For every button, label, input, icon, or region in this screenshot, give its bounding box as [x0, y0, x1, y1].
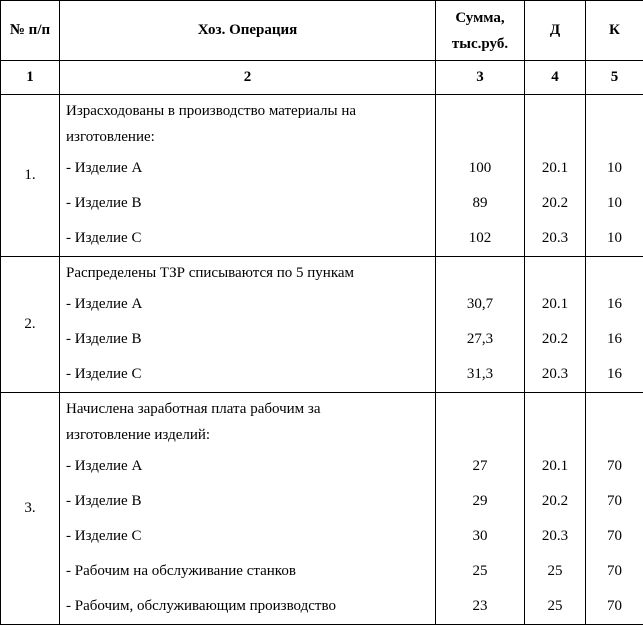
- debit-value: 20.3: [541, 230, 569, 246]
- amount-value: 30: [472, 528, 488, 544]
- debit-value: 20.2: [541, 493, 569, 509]
- header-row: [1, 1, 643, 61]
- credit-cell: [586, 257, 643, 393]
- spacer: [586, 393, 643, 449]
- amount-cell: [436, 393, 525, 625]
- spacer: [525, 257, 585, 287]
- credit-value: 70: [607, 598, 622, 614]
- debit-value: 20.3: [541, 528, 569, 544]
- credit-value: 70: [607, 528, 622, 544]
- amount-value: 27,3: [466, 331, 494, 347]
- operation-title-line: Израсходованы в производство материалы на: [66, 103, 357, 119]
- header-amount: [436, 1, 525, 61]
- debit-value: 20.2: [541, 195, 569, 211]
- spacer: [525, 393, 585, 449]
- spacer: [525, 95, 585, 151]
- debit-value: 20.2: [541, 331, 569, 347]
- credit-value: 70: [607, 493, 622, 509]
- operation-item-label: - Изделие С: [66, 230, 142, 246]
- debit-value: 25: [547, 563, 563, 579]
- credit-value: 70: [607, 458, 622, 474]
- amount-value: 89: [472, 195, 488, 211]
- spacer: [436, 393, 524, 449]
- operation-title-line: изготовление изделий:: [66, 427, 211, 443]
- operation-item-label: - Изделие А: [66, 296, 143, 312]
- debit-value: 20.1: [541, 296, 569, 312]
- operation-item-label: - Рабочим, обслуживающим производство: [66, 598, 336, 614]
- operation-description: [60, 95, 436, 257]
- operation-group-row: [1, 257, 643, 393]
- operation-number: 2.: [1, 257, 60, 393]
- debit-value: 20.1: [541, 160, 569, 176]
- debit-value: 20.1: [541, 458, 569, 474]
- credit-cell: [586, 393, 643, 625]
- operation-item-label: - Изделие В: [66, 493, 142, 509]
- credit-value: 16: [607, 331, 622, 347]
- amount-value: 23: [472, 598, 488, 614]
- operation-title-line: Начислена заработная плата рабочим за: [66, 401, 321, 417]
- column-number: 1: [1, 61, 60, 95]
- spacer: [436, 257, 524, 287]
- credit-value: 16: [607, 366, 622, 382]
- credit-value: 70: [607, 563, 622, 579]
- header-credit: К: [586, 1, 643, 61]
- credit-value: 16: [607, 296, 622, 312]
- operation-description: [60, 257, 436, 393]
- credit-value: 10: [607, 160, 622, 176]
- spacer: [586, 257, 643, 287]
- column-number: 2: [60, 61, 436, 95]
- debit-value: 20.3: [541, 366, 569, 382]
- amount-cell: [436, 257, 525, 393]
- debit-cell: [525, 393, 586, 625]
- amount-value: 100: [468, 160, 492, 176]
- column-number: 3: [436, 61, 525, 95]
- amount-value: 25: [472, 563, 488, 579]
- amount-value: 30,7: [466, 296, 494, 312]
- header-num: № п/п: [1, 1, 60, 61]
- operation-number: 1.: [1, 95, 60, 257]
- ledger-body: [1, 95, 643, 625]
- amount-value: 27: [472, 458, 488, 474]
- debit-cell: [525, 95, 586, 257]
- amount-value: 31,3: [466, 366, 494, 382]
- debit-value: 25: [547, 598, 563, 614]
- amount-value: 29: [472, 493, 488, 509]
- spacer: [436, 95, 524, 151]
- debit-cell: [525, 257, 586, 393]
- operation-group-row: [1, 95, 643, 257]
- spacer: [586, 95, 643, 151]
- operation-item-label: - Изделие А: [66, 160, 143, 176]
- header-debit: Д: [525, 1, 586, 61]
- column-number: 5: [586, 61, 643, 95]
- operation-group-row: [1, 393, 643, 625]
- amount-cell: [436, 95, 525, 257]
- column-number: 4: [525, 61, 586, 95]
- operation-description: [60, 393, 436, 625]
- operation-number: 3.: [1, 393, 60, 625]
- credit-cell: [586, 95, 643, 257]
- operation-item-label: - Изделие С: [66, 528, 142, 544]
- credit-value: 10: [607, 195, 622, 211]
- operation-item-label: - Изделие В: [66, 331, 142, 347]
- column-number-row: [1, 61, 643, 95]
- operation-item-label: - Изделие В: [66, 195, 142, 211]
- operation-item-label: - Изделие А: [66, 458, 143, 474]
- operation-title-line: изготовление:: [66, 129, 155, 145]
- credit-value: 10: [607, 230, 622, 246]
- operation-title-line: Распределены ТЗР списываются по 5 пункам: [66, 265, 355, 281]
- operation-item-label: - Рабочим на обслуживание станков: [66, 563, 296, 579]
- operation-item-label: - Изделие С: [66, 366, 142, 382]
- amount-value: 102: [468, 230, 492, 246]
- header-operation: Хоз. Операция: [60, 1, 436, 61]
- header-amount-label: Сумма, тыс.руб.: [451, 9, 509, 52]
